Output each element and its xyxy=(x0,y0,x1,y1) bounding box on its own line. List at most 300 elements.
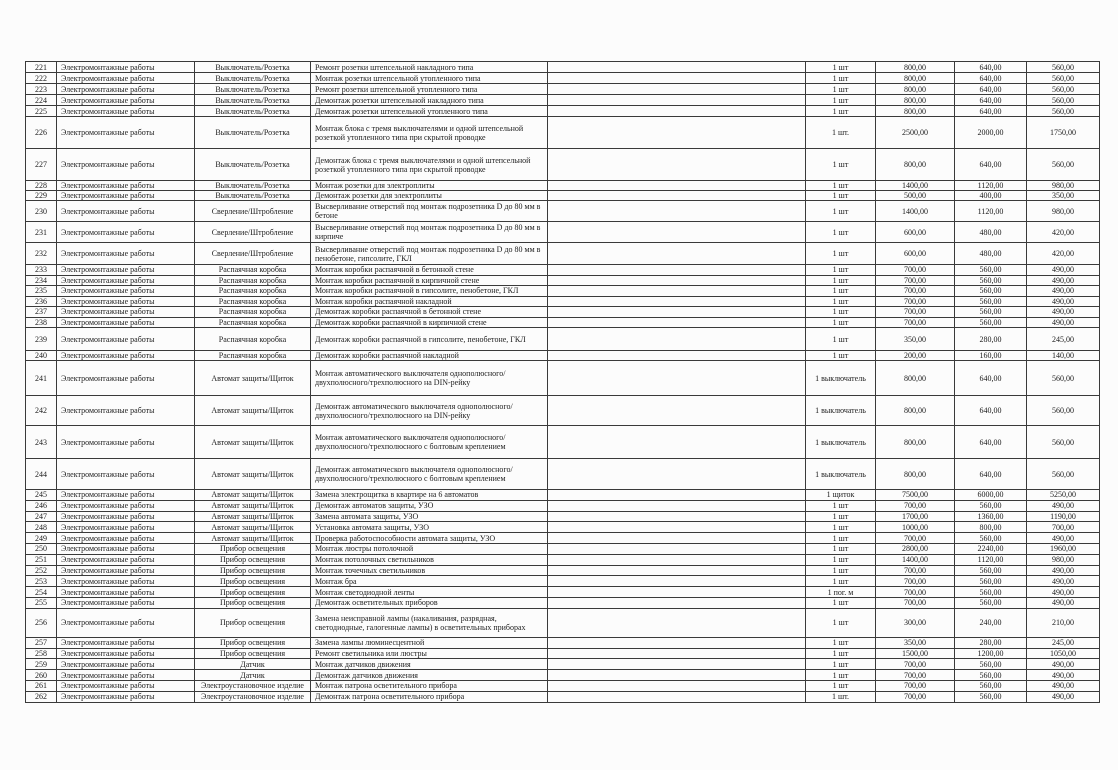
price-2: 640,00 xyxy=(955,396,1027,425)
notes-cell xyxy=(548,692,806,702)
work-description: Монтаж коробки распаячной в бетонной стене xyxy=(311,265,548,275)
work-subcategory: Прибор освещения xyxy=(195,566,311,576)
work-category: Электромонтажные работы xyxy=(57,106,195,116)
table-row xyxy=(25,512,1100,523)
work-category: Электромонтажные работы xyxy=(57,191,195,200)
work-category: Электромонтажные работы xyxy=(57,307,195,317)
price-3: 490,00 xyxy=(1027,318,1100,328)
price-2: 560,00 xyxy=(955,533,1027,543)
price-1: 700,00 xyxy=(876,286,955,296)
table-row xyxy=(25,73,1100,84)
work-subcategory: Электроустановочное изделие xyxy=(195,692,311,702)
unit-cell: 1 шт xyxy=(806,297,876,307)
price-3: 490,00 xyxy=(1027,670,1100,680)
work-description: Замена электрощитка в квартире на 6 автоматов xyxy=(311,490,548,500)
unit-cell: 1 шт xyxy=(806,191,876,200)
price-3: 140,00 xyxy=(1027,351,1100,360)
price-3: 490,00 xyxy=(1027,265,1100,275)
price-1: 700,00 xyxy=(876,587,955,597)
row-number: 225 xyxy=(26,106,57,116)
price-3: 490,00 xyxy=(1027,692,1100,702)
price-3: 490,00 xyxy=(1027,681,1100,691)
notes-cell xyxy=(548,286,806,296)
table-row xyxy=(25,598,1100,609)
work-description: Монтаж розетки для электроплиты xyxy=(311,181,548,190)
row-number: 240 xyxy=(26,351,57,360)
row-number: 257 xyxy=(26,638,57,648)
work-category: Электромонтажные работы xyxy=(57,490,195,500)
work-description: Демонтаж блока с тремя выключателями и одной штепсельной розеткой утопленного типа при скрытой проводке xyxy=(311,149,548,180)
unit-cell: 1 шт xyxy=(806,62,876,72)
unit-cell: 1 шт xyxy=(806,649,876,659)
work-subcategory: Сверление/Штробление xyxy=(195,243,311,264)
price-2: 2000,00 xyxy=(955,117,1027,148)
table-row xyxy=(25,84,1100,95)
price-2: 560,00 xyxy=(955,566,1027,576)
table-row xyxy=(25,659,1100,670)
price-2: 560,00 xyxy=(955,276,1027,286)
notes-cell xyxy=(548,426,806,458)
price-2: 160,00 xyxy=(955,351,1027,360)
price-1: 800,00 xyxy=(876,459,955,489)
work-subcategory: Прибор освещения xyxy=(195,609,311,637)
price-1: 800,00 xyxy=(876,106,955,116)
table-row xyxy=(25,307,1100,318)
work-category: Электромонтажные работы xyxy=(57,566,195,576)
table-row xyxy=(25,181,1100,191)
row-number: 232 xyxy=(26,243,57,264)
table-row xyxy=(25,297,1100,308)
work-category: Электромонтажные работы xyxy=(57,286,195,296)
table-row xyxy=(25,328,1100,351)
price-1: 800,00 xyxy=(876,62,955,72)
work-category: Электромонтажные работы xyxy=(57,501,195,511)
work-category: Электромонтажные работы xyxy=(57,598,195,608)
price-1: 700,00 xyxy=(876,533,955,543)
price-2: 560,00 xyxy=(955,659,1027,669)
unit-cell: 1 шт xyxy=(806,351,876,360)
price-3: 490,00 xyxy=(1027,576,1100,586)
work-subcategory: Выключатель/Розетка xyxy=(195,149,311,180)
price-2: 560,00 xyxy=(955,307,1027,317)
price-3: 1960,00 xyxy=(1027,544,1100,554)
work-category: Электромонтажные работы xyxy=(57,681,195,691)
unit-cell: 1 шт xyxy=(806,286,876,296)
unit-cell: 1 шт xyxy=(806,670,876,680)
price-3: 420,00 xyxy=(1027,222,1100,242)
notes-cell xyxy=(548,576,806,586)
unit-cell: 1 выключатель xyxy=(806,361,876,395)
work-category: Электромонтажные работы xyxy=(57,117,195,148)
notes-cell xyxy=(548,149,806,180)
work-category: Электромонтажные работы xyxy=(57,670,195,680)
price-1: 7500,00 xyxy=(876,490,955,500)
unit-cell: 1 шт xyxy=(806,328,876,350)
table-row xyxy=(25,681,1100,692)
work-category: Электромонтажные работы xyxy=(57,649,195,659)
work-description: Монтаж бра xyxy=(311,576,548,586)
notes-cell xyxy=(548,361,806,395)
table-row xyxy=(25,62,1100,73)
work-description: Монтаж датчиков движения xyxy=(311,659,548,669)
unit-cell: 1 шт xyxy=(806,522,876,532)
unit-cell: 1 шт xyxy=(806,598,876,608)
price-3: 490,00 xyxy=(1027,533,1100,543)
price-3: 490,00 xyxy=(1027,501,1100,511)
work-description: Монтаж точечных светильников xyxy=(311,566,548,576)
price-2: 1200,00 xyxy=(955,649,1027,659)
work-subcategory: Автомат защиты/Щиток xyxy=(195,522,311,532)
work-category: Электромонтажные работы xyxy=(57,328,195,350)
work-category: Электромонтажные работы xyxy=(57,555,195,565)
price-2: 640,00 xyxy=(955,62,1027,72)
price-1: 800,00 xyxy=(876,95,955,105)
unit-cell: 1 шт. xyxy=(806,692,876,702)
table-row xyxy=(25,276,1100,287)
unit-cell: 1 шт xyxy=(806,84,876,94)
row-number: 250 xyxy=(26,544,57,554)
table-row xyxy=(25,609,1100,638)
price-1: 700,00 xyxy=(876,576,955,586)
work-description: Ремонт розетки штепсельной утопленного типа xyxy=(311,84,548,94)
price-2: 1360,00 xyxy=(955,512,1027,522)
work-description: Монтаж автоматического выключателя однополюсного/двухполюсного/трехполюсного на DIN-рейку xyxy=(311,361,548,395)
notes-cell xyxy=(548,297,806,307)
row-number: 228 xyxy=(26,181,57,190)
notes-cell xyxy=(548,490,806,500)
price-3: 980,00 xyxy=(1027,181,1100,190)
price-2: 640,00 xyxy=(955,73,1027,83)
unit-cell: 1 шт xyxy=(806,201,876,221)
row-number: 260 xyxy=(26,670,57,680)
unit-cell: 1 шт xyxy=(806,106,876,116)
price-3: 560,00 xyxy=(1027,106,1100,116)
price-3: 490,00 xyxy=(1027,659,1100,669)
price-3: 1750,00 xyxy=(1027,117,1100,148)
notes-cell xyxy=(548,351,806,360)
work-description: Демонтаж розетки штепсельной накладного типа xyxy=(311,95,548,105)
price-3: 1190,00 xyxy=(1027,512,1100,522)
price-1: 600,00 xyxy=(876,222,955,242)
work-subcategory: Выключатель/Розетка xyxy=(195,117,311,148)
unit-cell: 1 выключатель xyxy=(806,459,876,489)
price-2: 640,00 xyxy=(955,84,1027,94)
unit-cell: 1 шт xyxy=(806,307,876,317)
work-description: Демонтаж коробки распаячной в гипсолите, пенобетоне, ГКЛ xyxy=(311,328,548,350)
price-3: 420,00 xyxy=(1027,243,1100,264)
price-3: 490,00 xyxy=(1027,286,1100,296)
notes-cell xyxy=(548,106,806,116)
work-subcategory: Автомат защиты/Щиток xyxy=(195,361,311,395)
notes-cell xyxy=(548,318,806,328)
price-1: 800,00 xyxy=(876,396,955,425)
work-category: Электромонтажные работы xyxy=(57,522,195,532)
work-category: Электромонтажные работы xyxy=(57,659,195,669)
price-2: 560,00 xyxy=(955,318,1027,328)
work-description: Замена неисправной лампы (накаливания, разрядная, светодиодные, галогенные лампы) в осветительных приборах xyxy=(311,609,548,637)
row-number: 245 xyxy=(26,490,57,500)
price-3: 490,00 xyxy=(1027,276,1100,286)
notes-cell xyxy=(548,95,806,105)
price-1: 700,00 xyxy=(876,659,955,669)
work-description: Демонтаж датчиков движения xyxy=(311,670,548,680)
price-3: 1050,00 xyxy=(1027,649,1100,659)
notes-cell xyxy=(548,84,806,94)
work-description: Демонтаж патрона осветительного прибора xyxy=(311,692,548,702)
table-row xyxy=(25,243,1100,265)
notes-cell xyxy=(548,243,806,264)
work-category: Электромонтажные работы xyxy=(57,544,195,554)
work-description: Монтаж светодиодной ленты xyxy=(311,587,548,597)
work-description: Монтаж коробки распаячной в гипсолите, пенобетоне, ГКЛ xyxy=(311,286,548,296)
table-row xyxy=(25,106,1100,117)
unit-cell: 1 шт xyxy=(806,512,876,522)
unit-cell: 1 шт xyxy=(806,276,876,286)
work-category: Электромонтажные работы xyxy=(57,265,195,275)
row-number: 221 xyxy=(26,62,57,72)
price-2: 560,00 xyxy=(955,501,1027,511)
price-2: 560,00 xyxy=(955,692,1027,702)
price-2: 560,00 xyxy=(955,587,1027,597)
work-category: Электромонтажные работы xyxy=(57,533,195,543)
work-description: Ремонт розетки штепсельной накладного типа xyxy=(311,62,548,72)
work-category: Электромонтажные работы xyxy=(57,62,195,72)
notes-cell xyxy=(548,62,806,72)
table-row xyxy=(25,117,1100,149)
price-3: 560,00 xyxy=(1027,84,1100,94)
price-3: 245,00 xyxy=(1027,328,1100,350)
unit-cell: 1 шт xyxy=(806,609,876,637)
table-row xyxy=(25,149,1100,181)
table-row xyxy=(25,555,1100,566)
notes-cell xyxy=(548,459,806,489)
work-subcategory: Сверление/Штробление xyxy=(195,201,311,221)
row-number: 262 xyxy=(26,692,57,702)
price-3: 560,00 xyxy=(1027,62,1100,72)
price-2: 1120,00 xyxy=(955,555,1027,565)
work-category: Электромонтажные работы xyxy=(57,149,195,180)
price-3: 5250,00 xyxy=(1027,490,1100,500)
work-category: Электромонтажные работы xyxy=(57,426,195,458)
unit-cell: 1 шт. xyxy=(806,117,876,148)
notes-cell xyxy=(548,265,806,275)
work-category: Электромонтажные работы xyxy=(57,297,195,307)
work-category: Электромонтажные работы xyxy=(57,95,195,105)
work-category: Электромонтажные работы xyxy=(57,512,195,522)
unit-cell: 1 шт xyxy=(806,149,876,180)
price-3: 980,00 xyxy=(1027,201,1100,221)
table-row xyxy=(25,490,1100,501)
price-2: 2240,00 xyxy=(955,544,1027,554)
work-subcategory: Прибор освещения xyxy=(195,587,311,597)
work-category: Электромонтажные работы xyxy=(57,587,195,597)
work-category: Электромонтажные работы xyxy=(57,276,195,286)
notes-cell xyxy=(548,659,806,669)
notes-cell xyxy=(548,544,806,554)
table-row xyxy=(25,544,1100,555)
price-2: 6000,00 xyxy=(955,490,1027,500)
price-2: 800,00 xyxy=(955,522,1027,532)
row-number: 230 xyxy=(26,201,57,221)
notes-cell xyxy=(548,181,806,190)
work-description: Замена лампы люминесцентной xyxy=(311,638,548,648)
table-row xyxy=(25,222,1100,243)
row-number: 222 xyxy=(26,73,57,83)
row-number: 231 xyxy=(26,222,57,242)
row-number: 236 xyxy=(26,297,57,307)
row-number: 234 xyxy=(26,276,57,286)
work-subcategory: Автомат защиты/Щиток xyxy=(195,533,311,543)
row-number: 247 xyxy=(26,512,57,522)
price-1: 1000,00 xyxy=(876,522,955,532)
work-description: Ремонт светильника или люстры xyxy=(311,649,548,659)
notes-cell xyxy=(548,512,806,522)
price-2: 560,00 xyxy=(955,265,1027,275)
notes-cell xyxy=(548,328,806,350)
table-row xyxy=(25,638,1100,649)
unit-cell: 1 выключатель xyxy=(806,426,876,458)
price-3: 560,00 xyxy=(1027,396,1100,425)
row-number: 255 xyxy=(26,598,57,608)
work-subcategory: Распаячная коробка xyxy=(195,286,311,296)
work-category: Электромонтажные работы xyxy=(57,638,195,648)
notes-cell xyxy=(548,638,806,648)
work-subcategory: Выключатель/Розетка xyxy=(195,73,311,83)
notes-cell xyxy=(548,555,806,565)
price-1: 600,00 xyxy=(876,243,955,264)
unit-cell: 1 шт xyxy=(806,555,876,565)
price-1: 1400,00 xyxy=(876,181,955,190)
row-number: 261 xyxy=(26,681,57,691)
price-2: 640,00 xyxy=(955,95,1027,105)
work-subcategory: Распаячная коробка xyxy=(195,318,311,328)
work-category: Электромонтажные работы xyxy=(57,609,195,637)
price-1: 700,00 xyxy=(876,566,955,576)
price-1: 700,00 xyxy=(876,501,955,511)
price-2: 560,00 xyxy=(955,297,1027,307)
row-number: 237 xyxy=(26,307,57,317)
work-subcategory: Автомат защиты/Щиток xyxy=(195,501,311,511)
row-number: 226 xyxy=(26,117,57,148)
work-description: Проверка работоспособности автомата защиты, УЗО xyxy=(311,533,548,543)
work-category: Электромонтажные работы xyxy=(57,181,195,190)
table-row xyxy=(25,501,1100,512)
work-subcategory: Выключатель/Розетка xyxy=(195,181,311,190)
work-description: Демонтаж коробки распаячной в бетонной стене xyxy=(311,307,548,317)
row-number: 243 xyxy=(26,426,57,458)
work-description: Монтаж автоматического выключателя однополюсного/двухполюсного/трехполюсного с болтовым креплением xyxy=(311,426,548,458)
price-1: 700,00 xyxy=(876,681,955,691)
notes-cell xyxy=(548,566,806,576)
work-description: Монтаж коробки распаячной в кирпичной стене xyxy=(311,276,548,286)
price-1: 700,00 xyxy=(876,670,955,680)
row-number: 239 xyxy=(26,328,57,350)
price-1: 700,00 xyxy=(876,598,955,608)
work-description: Демонтаж коробки распаячной в кирпичной стене xyxy=(311,318,548,328)
price-2: 280,00 xyxy=(955,328,1027,350)
price-3: 245,00 xyxy=(1027,638,1100,648)
work-description: Монтаж коробки распаячной накладной xyxy=(311,297,548,307)
work-description: Установка автомата защиты, УЗО xyxy=(311,522,548,532)
unit-cell: 1 шт xyxy=(806,638,876,648)
table-row xyxy=(25,692,1100,703)
price-2: 640,00 xyxy=(955,149,1027,180)
table-row xyxy=(25,670,1100,681)
unit-cell: 1 шт xyxy=(806,659,876,669)
unit-cell: 1 шт xyxy=(806,544,876,554)
row-number: 256 xyxy=(26,609,57,637)
notes-cell xyxy=(548,533,806,543)
work-description: Высверливание отверстий под монтаж подрозетника D до 80 мм в бетоне xyxy=(311,201,548,221)
notes-cell xyxy=(548,222,806,242)
row-number: 223 xyxy=(26,84,57,94)
work-subcategory: Автомат защиты/Щиток xyxy=(195,459,311,489)
unit-cell: 1 шт xyxy=(806,318,876,328)
table-row xyxy=(25,649,1100,660)
table-row xyxy=(25,265,1100,276)
row-number: 233 xyxy=(26,265,57,275)
work-description: Демонтаж автоматического выключателя однополюсного/двухполюсного/трехполюсного с болтовым креплением xyxy=(311,459,548,489)
price-2: 280,00 xyxy=(955,638,1027,648)
work-subcategory: Прибор освещения xyxy=(195,576,311,586)
row-number: 238 xyxy=(26,318,57,328)
work-description: Демонтаж розетки штепсельной утопленного типа xyxy=(311,106,548,116)
table-row xyxy=(25,587,1100,598)
work-subcategory: Выключатель/Розетка xyxy=(195,62,311,72)
price-1: 300,00 xyxy=(876,609,955,637)
work-subcategory: Распаячная коробка xyxy=(195,297,311,307)
price-2: 560,00 xyxy=(955,670,1027,680)
table-row xyxy=(25,426,1100,459)
price-3: 980,00 xyxy=(1027,555,1100,565)
price-1: 1400,00 xyxy=(876,555,955,565)
price-3: 560,00 xyxy=(1027,361,1100,395)
work-category: Электромонтажные работы xyxy=(57,201,195,221)
price-2: 1120,00 xyxy=(955,181,1027,190)
work-subcategory: Прибор освещения xyxy=(195,555,311,565)
unit-cell: 1 выключатель xyxy=(806,396,876,425)
row-number: 227 xyxy=(26,149,57,180)
unit-cell: 1 шт xyxy=(806,181,876,190)
work-subcategory: Выключатель/Розетка xyxy=(195,106,311,116)
price-1: 800,00 xyxy=(876,361,955,395)
work-description: Демонтаж розетки для электроплиты xyxy=(311,191,548,200)
work-subcategory: Автомат защиты/Щиток xyxy=(195,426,311,458)
unit-cell: 1 шт xyxy=(806,501,876,511)
work-subcategory: Распаячная коробка xyxy=(195,307,311,317)
price-3: 490,00 xyxy=(1027,307,1100,317)
work-subcategory: Выключатель/Розетка xyxy=(195,95,311,105)
price-2: 480,00 xyxy=(955,222,1027,242)
table-row xyxy=(25,361,1100,396)
price-1: 2800,00 xyxy=(876,544,955,554)
notes-cell xyxy=(548,598,806,608)
table-row xyxy=(25,351,1100,361)
price-2: 640,00 xyxy=(955,106,1027,116)
work-description: Высверливание отверстий под монтаж подрозетника D до 80 мм в кирпиче xyxy=(311,222,548,242)
price-1: 2500,00 xyxy=(876,117,955,148)
work-description: Высверливание отверстий под монтаж подрозетника D до 80 мм в пенобетоне, гипсолите, ГКЛ xyxy=(311,243,548,264)
work-description: Демонтаж автоматов защиты, УЗО xyxy=(311,501,548,511)
notes-cell xyxy=(548,681,806,691)
table-row xyxy=(25,522,1100,533)
work-category: Электромонтажные работы xyxy=(57,576,195,586)
price-1: 700,00 xyxy=(876,276,955,286)
unit-cell: 1 шт xyxy=(806,681,876,691)
work-description: Монтаж блока с тремя выключателями и одной штепсельной розеткой утопленного типа при скрытой проводке xyxy=(311,117,548,148)
row-number: 242 xyxy=(26,396,57,425)
work-subcategory: Автомат защиты/Щиток xyxy=(195,396,311,425)
